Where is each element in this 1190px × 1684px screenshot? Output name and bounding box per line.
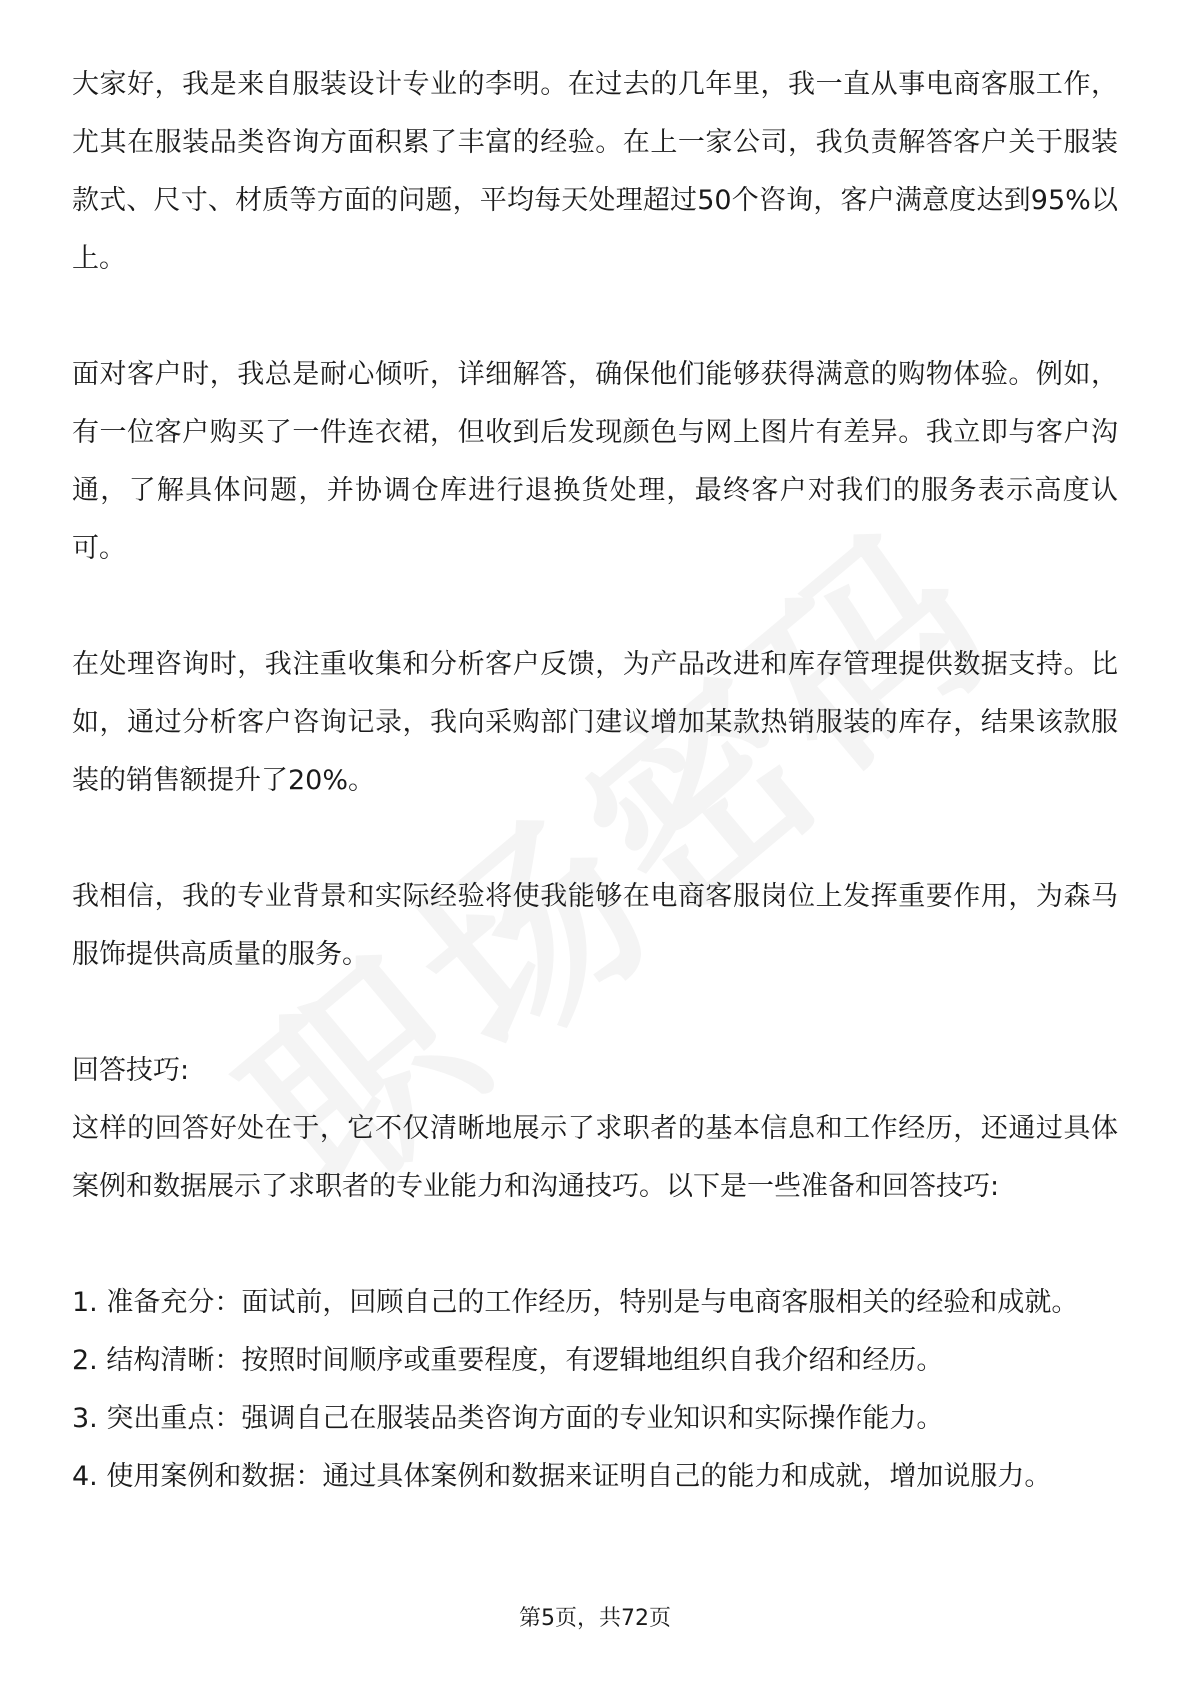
- tip-item-3: 3. 突出重点：强调自己在服装品类咨询方面的专业知识和实际操作能力。: [72, 1403, 944, 1434]
- paragraph-gap: [72, 288, 1118, 346]
- paragraph-feedback-analysis: 在处理咨询时，我注重收集和分析客户反馈，为产品改进和库存管理提供数据支持。比如，通过分析客户咨询记录，我向采购部门建议增加某款热销服装的库存，结果该款服装的销售额提升了20%。: [72, 649, 1118, 796]
- tip-item-4: 4. 使用案例和数据：通过具体案例和数据来证明自己的能力和成就，增加说服力。: [72, 1461, 1052, 1492]
- paragraph-gap: [72, 578, 1118, 636]
- paragraph-intro: 大家好，我是来自服装设计专业的李明。在过去的几年里，我一直从事电商客服工作，尤其在服装品类咨询方面积累了丰富的经验。在上一家公司，我负责解答客户关于服装款式、尺寸、材质等方面的问题，平均每天处理超过50个咨询，客户满意度达到95%以上。: [72, 69, 1118, 274]
- page-number: 第5页，共72页: [519, 1606, 671, 1631]
- paragraph-gap: [72, 984, 1118, 1042]
- paragraph-gap: [72, 810, 1118, 868]
- tip-item-2: 2. 结构清晰：按照时间顺序或重要程度，有逻辑地组织自我介绍和经历。: [72, 1345, 944, 1376]
- tip-item-1: 1. 准备充分：面试前，回顾自己的工作经历，特别是与电商客服相关的经验和成就。: [72, 1287, 1079, 1318]
- paragraph-closing: 我相信，我的专业背景和实际经验将使我能够在电商客服岗位上发挥重要作用，为森马服饰提供高质量的服务。: [72, 881, 1118, 970]
- paragraph-gap: [72, 1216, 1118, 1274]
- document-body: [72, 56, 1118, 1506]
- tips-heading: 回答技巧:: [72, 1055, 190, 1086]
- paragraph-customer-service: 面对客户时，我总是耐心倾听，详细解答，确保他们能够获得满意的购物体验。例如，有一位客户购买了一件连衣裙，但收到后发现颜色与网上图片有差异。我立即与客户沟通，了解具体问题，并协调仓库进行退换货处理，最终客户对我们的服务表示高度认可。: [72, 359, 1118, 564]
- tips-intro: 这样的回答好处在于，它不仅清晰地展示了求职者的基本信息和工作经历，还通过具体案例和数据展示了求职者的专业能力和沟通技巧。以下是一些准备和回答技巧:: [72, 1113, 1118, 1202]
